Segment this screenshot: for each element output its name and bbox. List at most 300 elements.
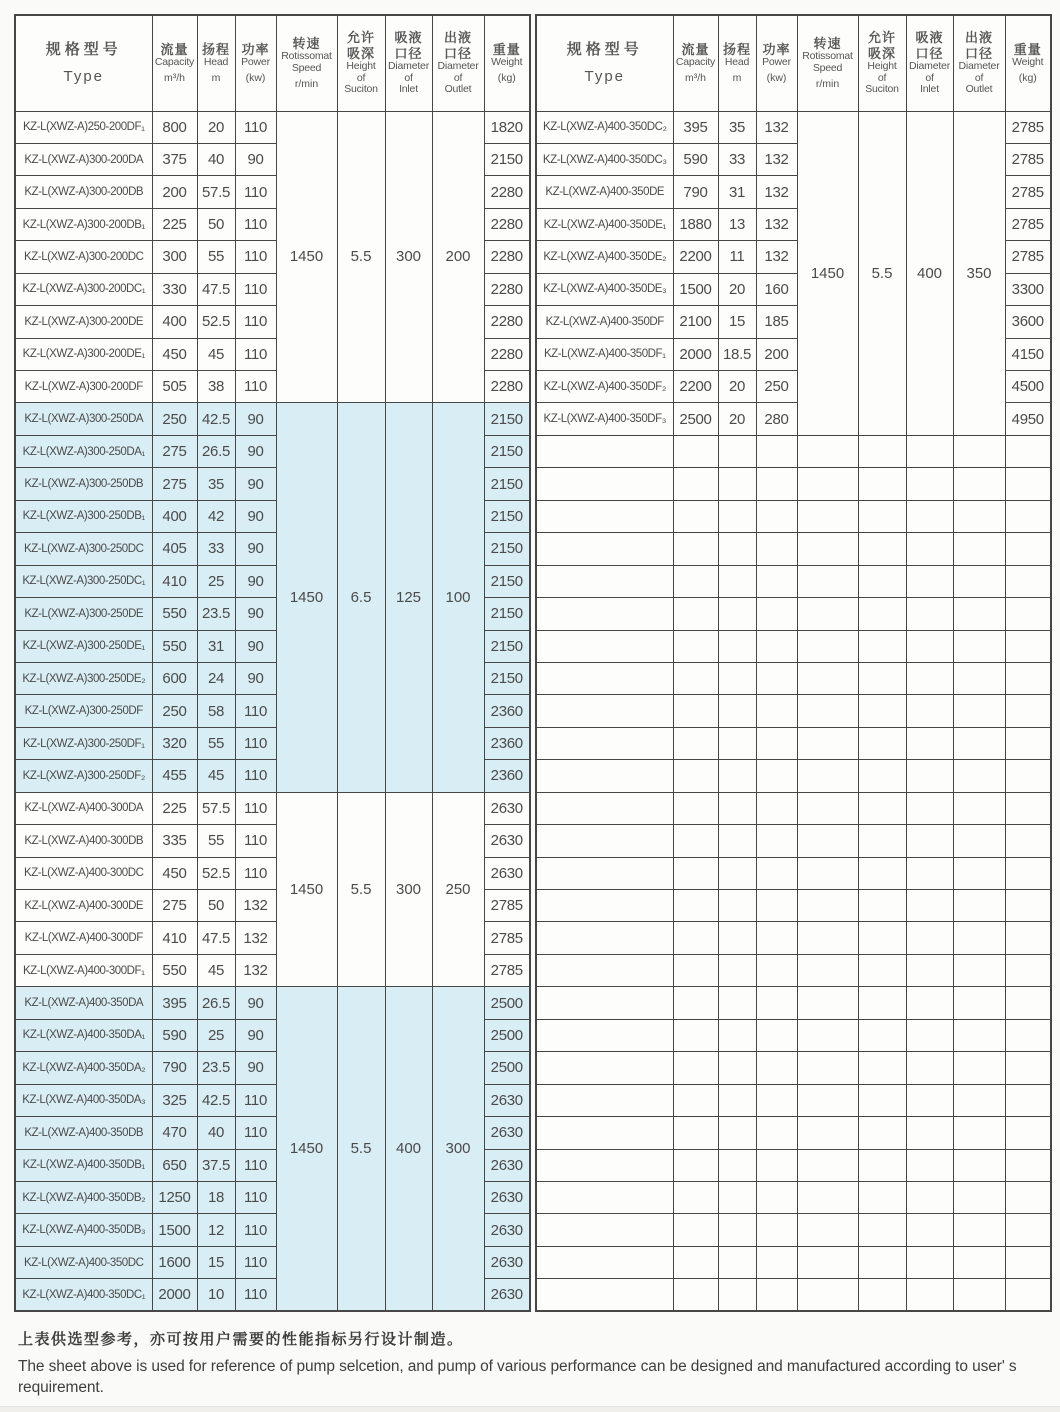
empty-cell xyxy=(906,500,953,532)
empty-cell xyxy=(797,1149,858,1181)
capacity-cell: 505 xyxy=(152,371,197,403)
empty-cell xyxy=(797,1019,858,1051)
empty-cell xyxy=(797,1214,858,1246)
empty-cell xyxy=(858,565,906,597)
empty-cell xyxy=(756,468,797,500)
suction-height-cell: 6.5 xyxy=(337,403,385,792)
empty-cell xyxy=(1005,565,1051,597)
footer-note-en: The sheet above is used for reference of pump selcetion, and pump of various performance can be designed and manufactured according to user' s requirement. xyxy=(18,1358,1017,1396)
capacity-cell: 590 xyxy=(673,143,718,175)
power-cell: 110 xyxy=(235,792,276,824)
type-cell: KZ-L(XWZ-A)300-200DB xyxy=(15,176,152,208)
empty-table-row xyxy=(536,598,1051,630)
empty-cell xyxy=(673,533,718,565)
capacity-cell: 550 xyxy=(152,598,197,630)
empty-cell xyxy=(536,468,673,500)
empty-cell xyxy=(673,662,718,694)
suction-height-cell: 5.5 xyxy=(337,792,385,987)
empty-cell xyxy=(756,987,797,1019)
weight-cell: 2500 xyxy=(484,1019,530,1051)
empty-table-row xyxy=(536,760,1051,792)
empty-cell xyxy=(673,890,718,922)
empty-cell xyxy=(718,1214,756,1246)
weight-cell: 2150 xyxy=(484,533,530,565)
empty-table-row xyxy=(536,825,1051,857)
empty-cell xyxy=(1005,533,1051,565)
head-cell: 24 xyxy=(197,662,235,694)
empty-cell xyxy=(1005,1181,1051,1213)
weight-cell: 2630 xyxy=(484,1214,530,1246)
empty-table-row xyxy=(536,1149,1051,1181)
empty-cell xyxy=(673,1117,718,1149)
empty-cell xyxy=(673,1019,718,1051)
type-cell: KZ-L(XWZ-A)300-200DE₁ xyxy=(15,338,152,370)
empty-cell xyxy=(1005,435,1051,467)
weight-cell: 2785 xyxy=(1005,111,1051,143)
type-cell: KZ-L(XWZ-A)400-300DC xyxy=(15,857,152,889)
weight-cell: 1820 xyxy=(484,111,530,143)
head-cell: 37.5 xyxy=(197,1149,235,1181)
type-cell: KZ-L(XWZ-A)400-350DB₂ xyxy=(15,1181,152,1213)
type-cell: KZ-L(XWZ-A)400-350DE xyxy=(536,176,673,208)
type-cell: KZ-L(XWZ-A)300-200DA xyxy=(15,143,152,175)
empty-cell xyxy=(906,922,953,954)
type-cell: KZ-L(XWZ-A)400-300DB xyxy=(15,825,152,857)
empty-cell xyxy=(756,792,797,824)
capacity-cell: 335 xyxy=(152,825,197,857)
power-cell: 90 xyxy=(235,533,276,565)
weight-cell: 2630 xyxy=(484,792,530,824)
type-cell: KZ-L(XWZ-A)400-350DA₁ xyxy=(15,1019,152,1051)
power-cell: 90 xyxy=(235,403,276,435)
capacity-cell: 790 xyxy=(673,176,718,208)
empty-table-row xyxy=(536,922,1051,954)
capacity-cell: 2100 xyxy=(673,306,718,338)
empty-cell xyxy=(906,435,953,467)
empty-cell xyxy=(718,792,756,824)
empty-cell xyxy=(718,468,756,500)
capacity-cell: 590 xyxy=(152,1019,197,1051)
empty-cell xyxy=(718,695,756,727)
weight-cell: 2280 xyxy=(484,241,530,273)
type-cell: KZ-L(XWZ-A)300-200DB₁ xyxy=(15,208,152,240)
empty-cell xyxy=(673,468,718,500)
spec-table-left xyxy=(14,14,531,1312)
capacity-cell: 410 xyxy=(152,565,197,597)
head-cell: 50 xyxy=(197,208,235,240)
head-cell: 42.5 xyxy=(197,1084,235,1116)
head-cell: 33 xyxy=(718,143,756,175)
type-cell: KZ-L(XWZ-A)400-350DB₃ xyxy=(15,1214,152,1246)
column-header-outlet: 出液 口径 Diameter of Outlet xyxy=(432,15,484,111)
type-cell: KZ-L(XWZ-A)400-350DC₃ xyxy=(536,143,673,175)
head-cell: 18.5 xyxy=(718,338,756,370)
head-cell: 18 xyxy=(197,1181,235,1213)
head-cell: 50 xyxy=(197,890,235,922)
column-header-type: 规格型号 Type xyxy=(15,15,152,111)
type-cell: KZ-L(XWZ-A)400-350DC₁ xyxy=(15,1279,152,1311)
weight-cell: 2630 xyxy=(484,1084,530,1116)
capacity-cell: 275 xyxy=(152,890,197,922)
empty-cell xyxy=(718,727,756,759)
empty-table-row xyxy=(536,695,1051,727)
column-header-inlet: 吸液 口径 Diameter of Inlet xyxy=(385,15,432,111)
outlet-diameter-cell: 100 xyxy=(432,403,484,792)
empty-cell xyxy=(953,630,1005,662)
empty-cell xyxy=(536,825,673,857)
empty-cell xyxy=(953,792,1005,824)
capacity-cell: 2200 xyxy=(673,241,718,273)
empty-cell xyxy=(673,1246,718,1278)
empty-cell xyxy=(858,435,906,467)
empty-table-row xyxy=(536,500,1051,532)
power-cell: 110 xyxy=(235,1214,276,1246)
power-cell: 90 xyxy=(235,500,276,532)
empty-cell xyxy=(797,857,858,889)
inlet-diameter-cell: 400 xyxy=(906,111,953,435)
weight-cell: 2785 xyxy=(1005,241,1051,273)
capacity-cell: 1880 xyxy=(673,208,718,240)
power-cell: 110 xyxy=(235,857,276,889)
type-cell: KZ-L(XWZ-A)400-350DF₃ xyxy=(536,403,673,435)
empty-cell xyxy=(797,890,858,922)
empty-cell xyxy=(953,954,1005,986)
empty-cell xyxy=(797,987,858,1019)
empty-cell xyxy=(536,630,673,662)
power-cell: 110 xyxy=(235,273,276,305)
inlet-diameter-cell: 400 xyxy=(385,987,432,1311)
inlet-diameter-cell: 125 xyxy=(385,403,432,792)
empty-cell xyxy=(906,1052,953,1084)
speed-cell: 1450 xyxy=(276,403,337,792)
empty-cell xyxy=(953,1214,1005,1246)
head-cell: 20 xyxy=(718,371,756,403)
head-cell: 13 xyxy=(718,208,756,240)
capacity-cell: 225 xyxy=(152,208,197,240)
empty-cell xyxy=(1005,792,1051,824)
header-row xyxy=(15,15,530,111)
empty-cell xyxy=(536,1084,673,1116)
empty-cell xyxy=(718,1117,756,1149)
empty-cell xyxy=(536,1019,673,1051)
power-cell: 90 xyxy=(235,143,276,175)
type-cell: KZ-L(XWZ-A)300-250DE₁ xyxy=(15,630,152,662)
capacity-cell: 250 xyxy=(152,695,197,727)
type-cell: KZ-L(XWZ-A)300-250DF₂ xyxy=(15,760,152,792)
footer-note-zh: 上表供选型参考，亦可按用户需要的性能指标另行设计制造。 xyxy=(18,1331,464,1348)
type-cell: KZ-L(XWZ-A)400-350DA₂ xyxy=(15,1052,152,1084)
power-cell: 90 xyxy=(235,1019,276,1051)
empty-table-row xyxy=(536,890,1051,922)
capacity-cell: 325 xyxy=(152,1084,197,1116)
empty-cell xyxy=(718,1246,756,1278)
empty-cell xyxy=(756,727,797,759)
empty-cell xyxy=(1005,727,1051,759)
empty-cell xyxy=(673,760,718,792)
weight-cell: 2280 xyxy=(484,176,530,208)
capacity-cell: 800 xyxy=(152,111,197,143)
empty-cell xyxy=(536,1279,673,1311)
column-header-inlet: 吸液 口径 Diameter of Inlet xyxy=(906,15,953,111)
capacity-cell: 405 xyxy=(152,533,197,565)
type-cell: KZ-L(XWZ-A)400-350DB₁ xyxy=(15,1149,152,1181)
weight-cell: 2150 xyxy=(484,565,530,597)
empty-cell xyxy=(718,435,756,467)
empty-cell xyxy=(536,1052,673,1084)
empty-cell xyxy=(797,954,858,986)
head-cell: 57.5 xyxy=(197,792,235,824)
capacity-cell: 395 xyxy=(152,987,197,1019)
power-cell: 132 xyxy=(235,890,276,922)
weight-cell: 2360 xyxy=(484,695,530,727)
empty-cell xyxy=(756,533,797,565)
empty-cell xyxy=(1005,987,1051,1019)
empty-cell xyxy=(536,727,673,759)
empty-cell xyxy=(858,727,906,759)
speed-cell: 1450 xyxy=(276,792,337,987)
empty-cell xyxy=(797,695,858,727)
empty-cell xyxy=(953,987,1005,1019)
capacity-cell: 790 xyxy=(152,1052,197,1084)
empty-cell xyxy=(858,987,906,1019)
weight-cell: 2785 xyxy=(484,922,530,954)
empty-cell xyxy=(718,598,756,630)
empty-cell xyxy=(718,500,756,532)
empty-table-row xyxy=(536,1019,1051,1051)
empty-cell xyxy=(858,598,906,630)
head-cell: 52.5 xyxy=(197,306,235,338)
weight-cell: 2630 xyxy=(484,825,530,857)
empty-cell xyxy=(953,500,1005,532)
outlet-diameter-cell: 200 xyxy=(432,111,484,403)
power-cell: 200 xyxy=(756,338,797,370)
capacity-cell: 395 xyxy=(673,111,718,143)
capacity-cell: 330 xyxy=(152,273,197,305)
outlet-diameter-cell: 350 xyxy=(953,111,1005,435)
empty-table-row xyxy=(536,1214,1051,1246)
empty-cell xyxy=(953,435,1005,467)
empty-cell xyxy=(906,1181,953,1213)
empty-cell xyxy=(756,565,797,597)
power-cell: 132 xyxy=(756,143,797,175)
empty-cell xyxy=(718,987,756,1019)
empty-cell xyxy=(756,1019,797,1051)
empty-table-row xyxy=(536,987,1051,1019)
weight-cell: 2630 xyxy=(484,1181,530,1213)
empty-cell xyxy=(953,1084,1005,1116)
empty-cell xyxy=(1005,1019,1051,1051)
head-cell: 20 xyxy=(718,273,756,305)
head-cell: 15 xyxy=(197,1246,235,1278)
empty-cell xyxy=(718,630,756,662)
power-cell: 185 xyxy=(756,306,797,338)
head-cell: 26.5 xyxy=(197,435,235,467)
power-cell: 132 xyxy=(756,241,797,273)
empty-cell xyxy=(756,825,797,857)
empty-cell xyxy=(797,1181,858,1213)
type-cell: KZ-L(XWZ-A)400-350DE₂ xyxy=(536,241,673,273)
empty-cell xyxy=(756,500,797,532)
capacity-cell: 400 xyxy=(152,500,197,532)
weight-cell: 4500 xyxy=(1005,371,1051,403)
empty-cell xyxy=(718,533,756,565)
type-cell: KZ-L(XWZ-A)300-250DE xyxy=(15,598,152,630)
empty-cell xyxy=(858,1117,906,1149)
column-header-head: 扬程 Head m xyxy=(197,15,235,111)
empty-cell xyxy=(906,890,953,922)
head-cell: 58 xyxy=(197,695,235,727)
head-cell: 38 xyxy=(197,371,235,403)
table-row xyxy=(536,111,1051,143)
empty-cell xyxy=(1005,598,1051,630)
weight-cell: 2150 xyxy=(484,435,530,467)
weight-cell: 3300 xyxy=(1005,273,1051,305)
empty-cell xyxy=(536,1181,673,1213)
empty-cell xyxy=(756,662,797,694)
weight-cell: 2150 xyxy=(484,630,530,662)
type-cell: KZ-L(XWZ-A)400-350DA₃ xyxy=(15,1084,152,1116)
head-cell: 10 xyxy=(197,1279,235,1311)
head-cell: 31 xyxy=(197,630,235,662)
power-cell: 90 xyxy=(235,1052,276,1084)
column-header-power: 功率 Power (kw) xyxy=(235,15,276,111)
empty-cell xyxy=(673,1084,718,1116)
empty-cell xyxy=(953,1181,1005,1213)
empty-cell xyxy=(718,890,756,922)
empty-cell xyxy=(1005,500,1051,532)
empty-cell xyxy=(536,760,673,792)
column-header-capacity: 流量 Capacity m³/h xyxy=(152,15,197,111)
power-cell: 280 xyxy=(756,403,797,435)
empty-cell xyxy=(673,825,718,857)
empty-cell xyxy=(536,565,673,597)
empty-cell xyxy=(673,500,718,532)
empty-cell xyxy=(953,922,1005,954)
empty-cell xyxy=(858,1019,906,1051)
empty-cell xyxy=(906,987,953,1019)
empty-cell xyxy=(673,1279,718,1311)
capacity-cell: 275 xyxy=(152,468,197,500)
power-cell: 110 xyxy=(235,695,276,727)
power-cell: 160 xyxy=(756,273,797,305)
empty-table-row xyxy=(536,954,1051,986)
empty-cell xyxy=(906,760,953,792)
weight-cell: 2280 xyxy=(484,371,530,403)
weight-cell: 2150 xyxy=(484,662,530,694)
weight-cell: 2630 xyxy=(484,1246,530,1278)
head-cell: 45 xyxy=(197,954,235,986)
weight-cell: 2150 xyxy=(484,598,530,630)
empty-cell xyxy=(797,435,858,467)
empty-cell xyxy=(906,695,953,727)
empty-cell xyxy=(858,1084,906,1116)
empty-cell xyxy=(756,1246,797,1278)
empty-cell xyxy=(953,565,1005,597)
capacity-cell: 300 xyxy=(152,241,197,273)
empty-cell xyxy=(906,1019,953,1051)
empty-cell xyxy=(906,727,953,759)
table-row xyxy=(15,111,530,143)
empty-cell xyxy=(797,825,858,857)
empty-cell xyxy=(1005,890,1051,922)
empty-cell xyxy=(673,1052,718,1084)
suction-height-cell: 5.5 xyxy=(337,987,385,1311)
type-cell: KZ-L(XWZ-A)400-350DF₂ xyxy=(536,371,673,403)
type-cell: KZ-L(XWZ-A)400-350DE₁ xyxy=(536,208,673,240)
empty-cell xyxy=(756,1052,797,1084)
head-cell: 40 xyxy=(197,143,235,175)
spec-table-right xyxy=(535,14,1052,1312)
empty-cell xyxy=(906,565,953,597)
empty-table-row xyxy=(536,1084,1051,1116)
weight-cell: 2150 xyxy=(484,403,530,435)
empty-cell xyxy=(953,1117,1005,1149)
empty-cell xyxy=(1005,825,1051,857)
empty-cell xyxy=(1005,468,1051,500)
weight-cell: 2785 xyxy=(1005,208,1051,240)
empty-table-row xyxy=(536,565,1051,597)
empty-cell xyxy=(906,662,953,694)
capacity-cell: 1500 xyxy=(673,273,718,305)
weight-cell: 2630 xyxy=(484,1117,530,1149)
empty-cell xyxy=(718,1149,756,1181)
empty-cell xyxy=(797,1279,858,1311)
type-cell: KZ-L(XWZ-A)400-350DB xyxy=(15,1117,152,1149)
empty-cell xyxy=(673,435,718,467)
empty-cell xyxy=(858,1181,906,1213)
empty-cell xyxy=(797,662,858,694)
power-cell: 110 xyxy=(235,241,276,273)
weight-cell: 2785 xyxy=(1005,143,1051,175)
empty-cell xyxy=(858,1149,906,1181)
power-cell: 110 xyxy=(235,338,276,370)
empty-cell xyxy=(906,468,953,500)
empty-table-row xyxy=(536,1181,1051,1213)
empty-cell xyxy=(797,760,858,792)
type-cell: KZ-L(XWZ-A)400-300DF xyxy=(15,922,152,954)
empty-cell xyxy=(906,825,953,857)
capacity-cell: 1600 xyxy=(152,1246,197,1278)
empty-cell xyxy=(536,1117,673,1149)
empty-cell xyxy=(906,1084,953,1116)
inlet-diameter-cell: 300 xyxy=(385,792,432,987)
empty-cell xyxy=(1005,1084,1051,1116)
empty-cell xyxy=(953,662,1005,694)
empty-cell xyxy=(953,533,1005,565)
empty-cell xyxy=(906,954,953,986)
empty-cell xyxy=(953,890,1005,922)
speed-cell: 1450 xyxy=(797,111,858,435)
speed-cell: 1450 xyxy=(276,987,337,1311)
type-cell: KZ-L(XWZ-A)300-250DC₁ xyxy=(15,565,152,597)
power-cell: 110 xyxy=(235,1149,276,1181)
suction-height-cell: 5.5 xyxy=(337,111,385,403)
empty-cell xyxy=(536,954,673,986)
power-cell: 110 xyxy=(235,1084,276,1116)
capacity-cell: 550 xyxy=(152,954,197,986)
empty-cell xyxy=(673,987,718,1019)
head-cell: 40 xyxy=(197,1117,235,1149)
weight-cell: 3600 xyxy=(1005,306,1051,338)
empty-cell xyxy=(536,1214,673,1246)
empty-cell xyxy=(756,1181,797,1213)
weight-cell: 2500 xyxy=(484,987,530,1019)
empty-cell xyxy=(718,825,756,857)
capacity-cell: 550 xyxy=(152,630,197,662)
empty-cell xyxy=(858,630,906,662)
empty-table-row xyxy=(536,792,1051,824)
empty-table-row xyxy=(536,1279,1051,1311)
